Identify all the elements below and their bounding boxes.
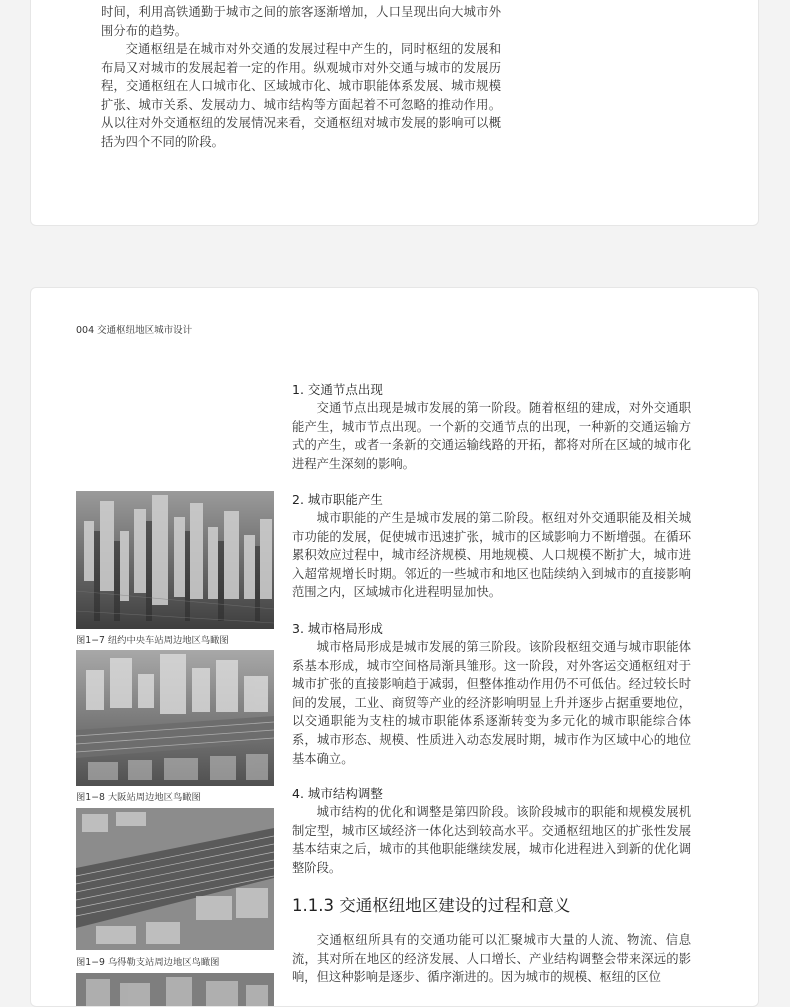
section-body-2: 城市职能的产生是城市发展的第二阶段。枢纽对外交通职能及相关城市功能的发展，促使城市迅速扩张，城市的区域影响力不断增强。在循环累积效应过程中，城市经济规模、用地规模、人口规模不断扩大，城市进入超常规增长时期。邻近的一些城市和地区也陆续纳入到城市的直接影响范围之内，区域城市化进程明显加快。 bbox=[292, 511, 691, 600]
figure-caption-1-9: 图1−9 乌得勒支站周边地区鸟瞰图 bbox=[76, 957, 220, 968]
section-title-1: 1. 交通节点出现 bbox=[292, 382, 383, 397]
section-title-2: 2. 城市职能产生 bbox=[292, 492, 383, 507]
section-title-4: 4. 城市结构调整 bbox=[292, 786, 383, 801]
section-body-4: 城市结构的优化和调整是第四阶段。该阶段城市的职能和规模发展机制定型，城市区域经济一体化达到较高水平。交通枢纽地区的扩张性发展基本结束之后，城市的其他职能继续发展，城市化进程进入到新的优化调整阶段。 bbox=[292, 805, 691, 875]
aerial-photo-partial bbox=[76, 973, 274, 1007]
paragraph-hub-overview: 交通枢纽是在城市对外交通的发展过程中产生的，同时枢纽的发展和布局又对城市的发展起着一定的作用。纵观城市对外交通与城市的发展历程，交通枢纽在人口城市化、区域城市化、城市职能体系发展、城市规模扩张、城市关系、发展动力、城市结构等方面起着不可忽略的推动作用。从以往对外交通枢纽的发展情况来看，交通枢纽对城市发展的影响可以概括为四个不同的阶段。 bbox=[101, 42, 501, 149]
paragraph-continued: 时间，利用高铁通勤于城市之间的旅客逐渐增加，人口呈现出向大城市外围分布的趋势。 bbox=[101, 5, 501, 38]
section-title-3: 3. 城市格局形成 bbox=[292, 621, 383, 636]
page-upper bbox=[30, 0, 759, 226]
subsection-body: 交通枢纽所具有的交通功能可以汇聚城市大量的人流、物流、信息流，其对所在地区的经济发展、人口增长、产业结构调整会带来深远的影响，但这种影响是逐步、循序渐进的。因为城市的规模、枢纽的区位 bbox=[292, 933, 691, 985]
section-body-3: 城市格局形成是城市发展的第三阶段。该阶段枢纽交通与城市职能体系基本形成，城市空间格局渐具雏形。这一阶段，对外客运交通枢纽对于城市扩张的直接影响趋于减弱，但整体推动作用仍不可低估。经过较长时间的发展，工业、商贸等产业的经济影响明显上升并逐步占据重要地位，以交通职能为支柱的城市职能体系逐渐转变为多元化的城市职能综合体系，城市形态、规模、性质进入动态发展时期，城市作为区域中心的地位基本确立。 bbox=[292, 640, 691, 766]
aerial-photo-new-york bbox=[76, 491, 274, 629]
subsection-title: 1.1.3 交通枢纽地区建设的过程和意义 bbox=[292, 896, 571, 915]
aerial-photo-utrecht bbox=[76, 808, 274, 950]
figure-caption-1-7: 图1−7 纽约中央车站周边地区鸟瞰图 bbox=[76, 635, 229, 646]
aerial-photo-osaka bbox=[76, 650, 274, 786]
page-004 bbox=[30, 287, 759, 1007]
figure-caption-1-8: 图1−8 大阪站周边地区鸟瞰图 bbox=[76, 792, 201, 803]
running-header: 004 交通枢纽地区城市设计 bbox=[76, 325, 193, 336]
section-body-1: 交通节点出现是城市发展的第一阶段。随着枢纽的建成，对外交通职能产生，城市节点出现。一个新的交通节点的出现，一种新的交通运输方式的产生，或者一条新的交通运输线路的开拓，都将对所在区域的城市化进程产生深刻的影响。 bbox=[292, 401, 691, 471]
